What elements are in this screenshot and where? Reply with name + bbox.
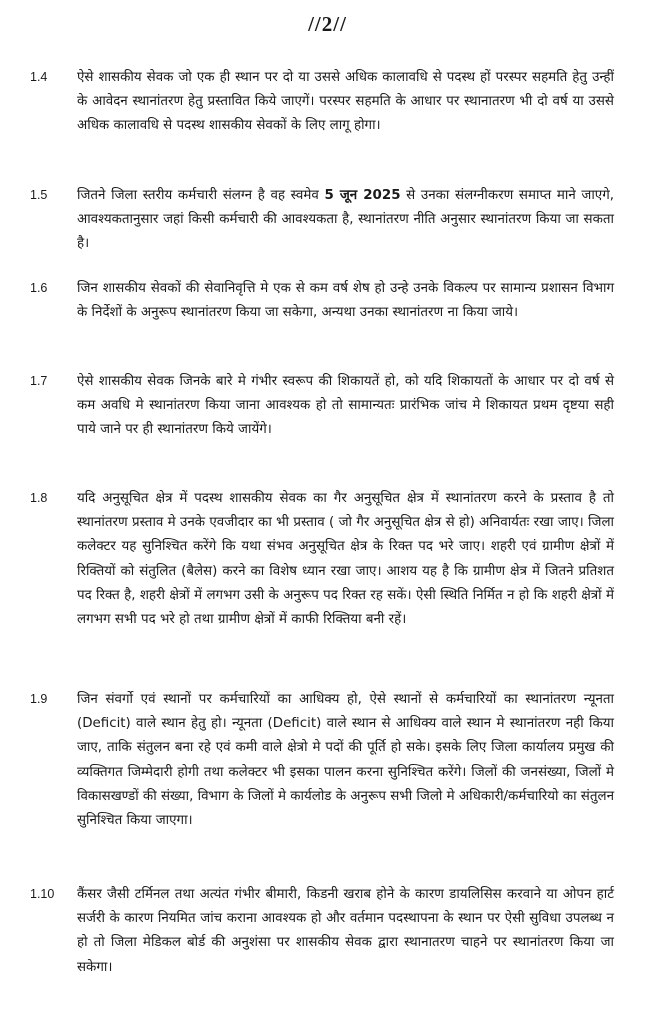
effective-date: 5 जून 2025 [324,188,401,203]
clause-number: 1.6 [30,281,48,295]
clause-number: 1.9 [30,692,48,706]
clause-text: यदि अनुसूचित क्षेत्र में पदस्थ शासकीय सेवक का गैर अनुसूचित क्षेत्र में स्थानांतरण करने के प्रस्ताव है तो स्थानांतरण प्रस्ताव मे उनके एवजीदार का भी प्रस्ताव ( जो गैर अनुसूचित क्षेत्र से हो) अनिवार्यतः रखा जाए। जिला कलेक्टर यह सुनिश्चित करेंगे कि यथा संभव अनुसूचित क्षेत्र के रिक्त पद भरे जाए। शहरी एवं ग्रामीण क्षेत्रों में रिक्तियों को संतुलित (बैलेस) करने का विशेष ध्यान रखा जाए। आशय यह है कि ग्रामीण क्षेत्र में जितने प्रतिशत पद रिक्त है, शहरी क्षेत्रों में लगभग उसी के अनुरूप पद रिक्त रह सकें। ऐसी स्थिति निर्मित न हो कि शहरी क्षेत्रों में लगभग सभी पद भरे हो तथा ग्रामीण क्षेत्रों में काफी रिक्तिया बनी रहें। [77,491,614,628]
clause-number: 1.7 [30,374,48,388]
clause-text: ऐसे शासकीय सेवक जो एक ही स्थान पर दो या उससे अधिक कालावधि से पदस्थ हों परस्पर सहमति हेतु उन्हीं के आवेदन स्थानांतरण हेतु प्रस्तावित किये जाएगें। परस्पर सहमति के आधार पर स्थानातरण भी दो वर्ष या उससे अधिक कालावधि से पदस्थ शासकीय सेवकों के लिए लागू होगा। [77,70,614,134]
clause-number: 1.4 [30,70,48,84]
clause-text-after: से उनका संलग्नीकरण समाप्त माने जाएगे, आवश्यकतानुसार जहां किसी कर्मचारी की आवश्यकता है, स्थानांतरण नीति अनुसार स्थानांतरण किया जा सकता है। [77,188,615,252]
page-number: //2// [308,12,347,36]
clause-text [77,184,614,257]
clause-number: 1.5 [30,188,48,202]
clause-number: 1.8 [30,491,48,505]
clause-text-before: जितने जिला स्तरीय कर्मचारी संलग्न है वह स्वमेव [77,188,319,203]
clause-text: कैंसर जैसी टर्मिनल तथा अत्यंत गंभीर बीमारी, किडनी खराब होने के कारण डायलिसिस करवाने या ओपन हार्ट सर्जरी के कारण नियमित जांच कराना आवश्यक हो और वर्तमान पदस्थापना के स्थान पर ऐसी सुविधा उपलब्ध न हो तो जिला मेडिकल बोर्ड की अनुशंसा पर शासकीय सेवक द्वारा स्थानातरण चाहने पर स्थानांतरण किया जा सकेगा। [77,887,614,975]
clause-text: जिन संवर्गो एवं स्थानों पर कर्मचारियों का आधिक्य हो, ऐसे स्थानों से कर्मचारियों का स्थानांतरण न्यूनता (Deficit) वाले स्थान हेतु हो। न्यूनता (Deficit) वाले स्थान से आधिक्य वाले स्थान मे स्थानांतरण नही किया जाए, ताकि संतुलन बना रहे एवं कमी वाले क्षेत्रो मे पदों की पूर्ति हो सके। इसके लिए जिला कार्यालय प्रमुख की व्यक्तिगत जिम्मेदारी होगी तथा कलेक्टर भी इसका पालन करना सुनिश्चित करेंगे। जिलों की जनसंख्या, जिलों मे विकासखण्डों की संख्या, विभाग के जिलों मे कार्यलोड के अनुरूप सभी जिलो मे अधिकारी/कर्मचारियो का संतुलन सुनिश्चित किया जाएगा। [77,692,614,829]
clause-text: ऐसे शासकीय सेवक जिनके बारे मे गंभीर स्वरूप की शिकायतें हो, को यदि शिकायतों के आधार पर दो वर्ष से कम अवधि मे स्थानांतरण किया जाना आवश्यक हो तो सामान्यतः प्रारंभिक जांच मे शिकायत प्रथम दृष्टया सही पाये जाने पर ही स्थानांतरण किये जायेंगे। [77,374,614,438]
clause-text: जिन शासकीय सेवकों की सेवानिवृत्ति मे एक से कम वर्ष शेष हो उन्हे उनके विकल्प पर सामान्य प्रशासन विभाग के निर्देशों के अनुरूप स्थानांतरण किया जा सकेगा, अन्यथा उनका स्थानांतरण ना किया जाये। [77,281,614,321]
clause-number: 1.10 [30,887,55,901]
